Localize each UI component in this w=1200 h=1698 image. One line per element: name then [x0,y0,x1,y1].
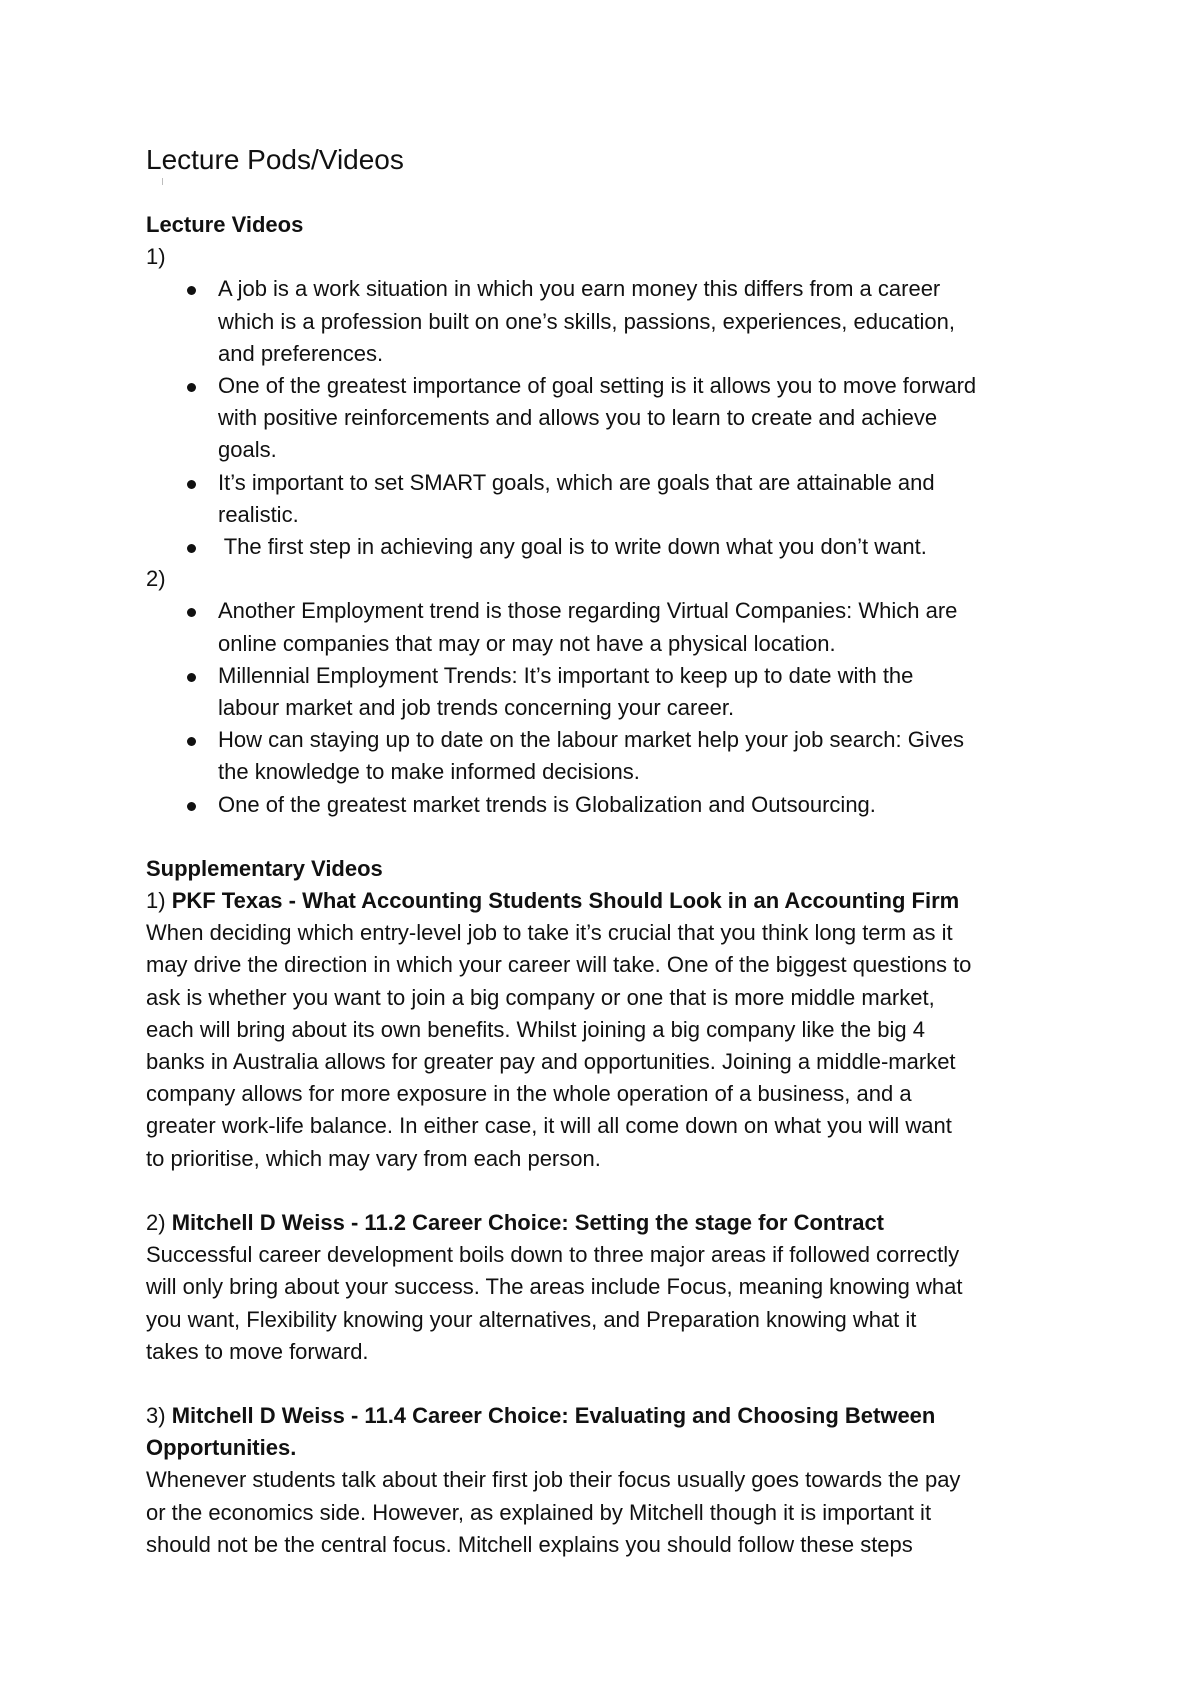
line: Successful career development boils down to three major areas if followed correctly [146,1242,960,1268]
line: One of the greatest market trends is Globalization and Outsourcing. [218,791,876,817]
line: you want, Flexibility knowing your alternatives, and Preparation knowing what it [146,1306,917,1332]
line: How can staying up to date on the labour market help your job search: Gives [218,727,964,753]
line: will only bring about your success. The areas include Focus, meaning knowing what [146,1274,963,1300]
line: It’s important to set SMART goals, which are goals that are attainable and [218,469,935,495]
video-entry-3 [146,1400,1086,1561]
line: each will bring about its own benefits. Whilst joining a big company like the big 4 [146,1016,925,1042]
lecture-videos-heading: Lecture Videos [146,212,304,237]
line: with positive reinforcements and allows you to learn to create and achieve [218,405,938,431]
video-title-text: Mitchell D Weiss - 11.2 Career Choice: Setting the stage for Contract [171,1209,885,1235]
line: and preferences. [218,340,384,366]
spacer [146,1175,1086,1207]
video-title-text: PKF Texas - What Accounting Students Should Look in an Accounting Firm [171,888,960,914]
group-number: 2) [146,566,166,592]
spacer [146,821,1086,853]
cursor-mark [146,178,1086,194]
list-item [218,724,1086,788]
line: may drive the direction in which your career will take. One of the biggest questions to [146,952,972,978]
bullet-list [146,595,1086,820]
video-title-continued [146,1432,1086,1464]
spacer [146,1368,1086,1400]
bullet-list [146,273,1086,563]
line: or the economics side. However, as explained by Mitchell though it is important it [146,1499,932,1525]
video-title [146,1400,1086,1432]
bullet-icon [187,737,196,746]
bullet-icon [187,608,196,617]
video-entry-1 [146,885,1086,1175]
line: which is a profession built on one’s skills, passions, experiences, education, [218,308,955,334]
list-item [218,273,1086,370]
list-item [218,370,1086,467]
lecture-group-1 [146,241,1086,563]
bullet-icon [187,544,196,553]
list-item [218,467,1086,531]
bullet-icon [187,802,196,811]
line: Another Employment trend is those regarding Virtual Companies: Which are [218,598,958,624]
line: Millennial Employment Trends: It’s important to keep up to date with the [218,662,914,688]
video-number: 1) [146,888,172,914]
line: banks in Australia allows for greater pay and opportunities. Joining a middle-market [146,1049,956,1075]
line: When deciding which entry-level job to take it’s crucial that you think long term as it [146,920,953,946]
video-title [146,1207,1086,1239]
line: company allows for more exposure in the whole operation of a business, and a [146,1081,912,1107]
line: Whenever students talk about their first job their focus usually goes towards the pay [146,1467,961,1493]
list-item [218,789,1086,821]
document-page [146,142,1086,1561]
video-title-text: Opportunities. [146,1435,297,1461]
list-item [218,595,1086,659]
line: online companies that may or may not have a physical location. [218,630,836,656]
line: labour market and job trends concerning your career. [218,695,735,721]
line: should not be the central focus. Mitchell explains you should follow these steps [146,1531,913,1557]
bullet-icon [187,286,196,295]
line: ask is whether you want to join a big company or one that is more middle market, [146,984,935,1010]
video-number: 3) [146,1402,172,1428]
group-number: 1) [146,244,166,270]
bullet-icon [187,383,196,392]
line: The first step in achieving any goal is to write down what you don’t want. [218,534,927,560]
lecture-group-2 [146,563,1086,821]
page-title: Lecture Pods/Videos [146,144,404,175]
line: realistic. [218,501,299,527]
line: to prioritise, which may vary from each person. [146,1145,601,1171]
video-entry-2 [146,1207,1086,1368]
line: One of the greatest importance of goal setting is it allows you to move forward [218,373,977,399]
video-title-text: Mitchell D Weiss - 11.4 Career Choice: Evaluating and Choosing Between [171,1402,936,1428]
supplementary-videos-heading: Supplementary Videos [146,855,383,881]
list-item [218,531,1086,563]
video-number: 2) [146,1209,172,1235]
line: greater work-life balance. In either case, it will all come down on what you will want [146,1113,952,1139]
video-title [146,885,1086,917]
line: the knowledge to make informed decisions. [218,759,640,785]
bullet-icon [187,673,196,682]
line: goals. [218,437,277,463]
list-item [218,660,1086,724]
line: A job is a work situation in which you earn money this differs from a career [218,276,941,302]
line: takes to move forward. [146,1338,369,1364]
bullet-icon [187,480,196,489]
